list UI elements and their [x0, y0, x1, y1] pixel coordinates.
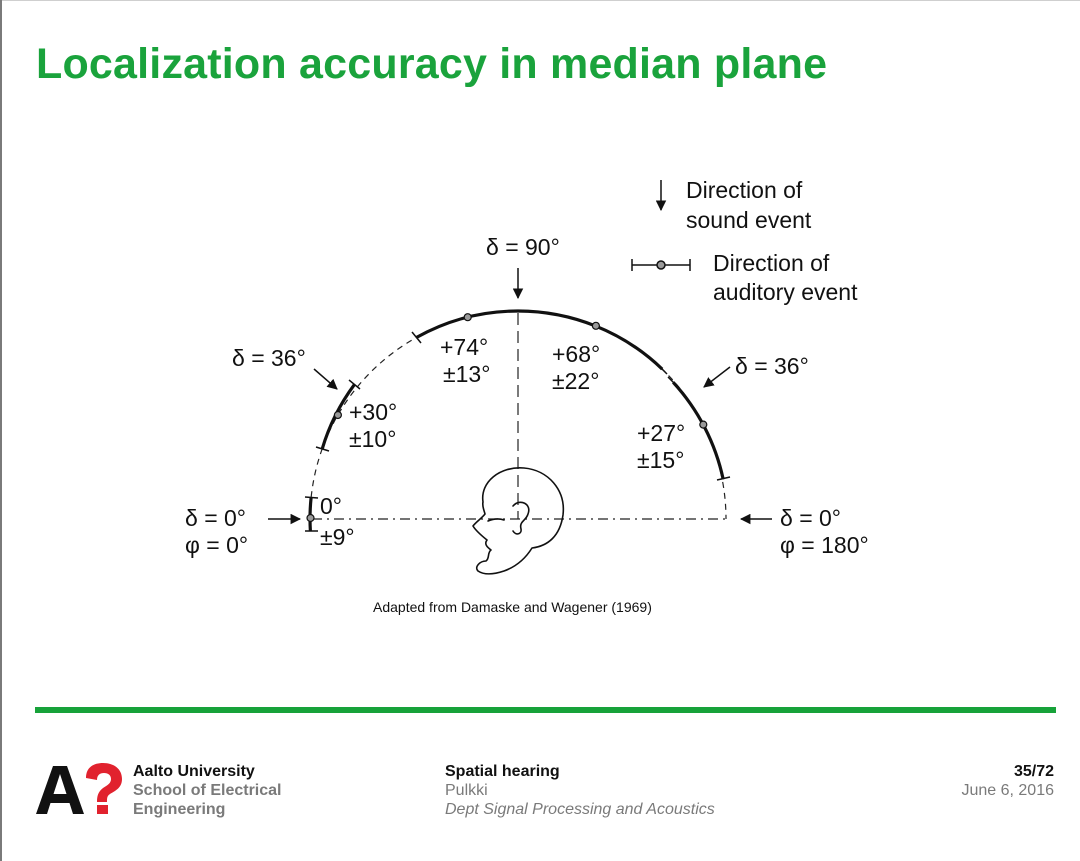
- footer-university: [133, 762, 281, 819]
- footer-page-info: [961, 762, 1054, 800]
- legend-auditory-line2: auditory event: [713, 279, 858, 305]
- talk-author: Pulkki: [445, 782, 488, 799]
- legend-sound-line2: sound event: [686, 207, 812, 233]
- label-delta-36-back: δ = 36°: [735, 353, 809, 379]
- university-name: Aalto University: [133, 763, 255, 780]
- school-name-line1: School of Electrical: [133, 782, 282, 799]
- result-front-mean: 0°: [320, 493, 342, 519]
- result-90-front-mean: +74°: [440, 334, 489, 360]
- label-delta-0-back: δ = 0°: [780, 505, 842, 531]
- page-number: 35/72: [1013, 763, 1054, 780]
- result-36-back-spread: ±15°: [637, 447, 685, 473]
- presentation-date: June 6, 2016: [961, 782, 1054, 799]
- result-90-back-spread: ±22°: [552, 368, 600, 394]
- label-delta-90: δ = 90°: [486, 234, 560, 260]
- figure-caption: Adapted from Damaske and Wagener (1969): [373, 599, 652, 615]
- result-36-front-spread: ±10°: [349, 426, 397, 452]
- label-delta-36-front: δ = 36°: [232, 345, 306, 371]
- legend-auditory-symbol: [632, 259, 690, 271]
- footer-talk-info: [445, 762, 715, 819]
- slide-title: Localization accuracy in median plane: [36, 40, 828, 88]
- result-36-front-mean: +30°: [349, 399, 398, 425]
- result-90-back-mean: +68°: [552, 341, 601, 367]
- footer-divider: [35, 707, 1056, 713]
- talk-department: Dept Signal Processing and Acoustics: [445, 801, 715, 818]
- label-phi-180-back: φ = 180°: [780, 532, 869, 558]
- label-phi-0-front: φ = 0°: [185, 532, 249, 558]
- result-90-front-spread: ±13°: [443, 361, 491, 387]
- aalto-logo: [36, 758, 126, 818]
- arrow-right-36: [704, 367, 730, 387]
- result-36-back-mean: +27°: [637, 420, 686, 446]
- result-front-spread: ±9°: [320, 524, 355, 550]
- school-name-line2: Engineering: [133, 801, 226, 818]
- legend-sound-line1: Direction of: [686, 177, 803, 203]
- talk-title: Spatial hearing: [445, 763, 560, 780]
- label-delta-0-front: δ = 0°: [185, 505, 247, 531]
- arrow-left-36: [314, 369, 337, 389]
- legend-auditory-line1: Direction of: [713, 250, 830, 276]
